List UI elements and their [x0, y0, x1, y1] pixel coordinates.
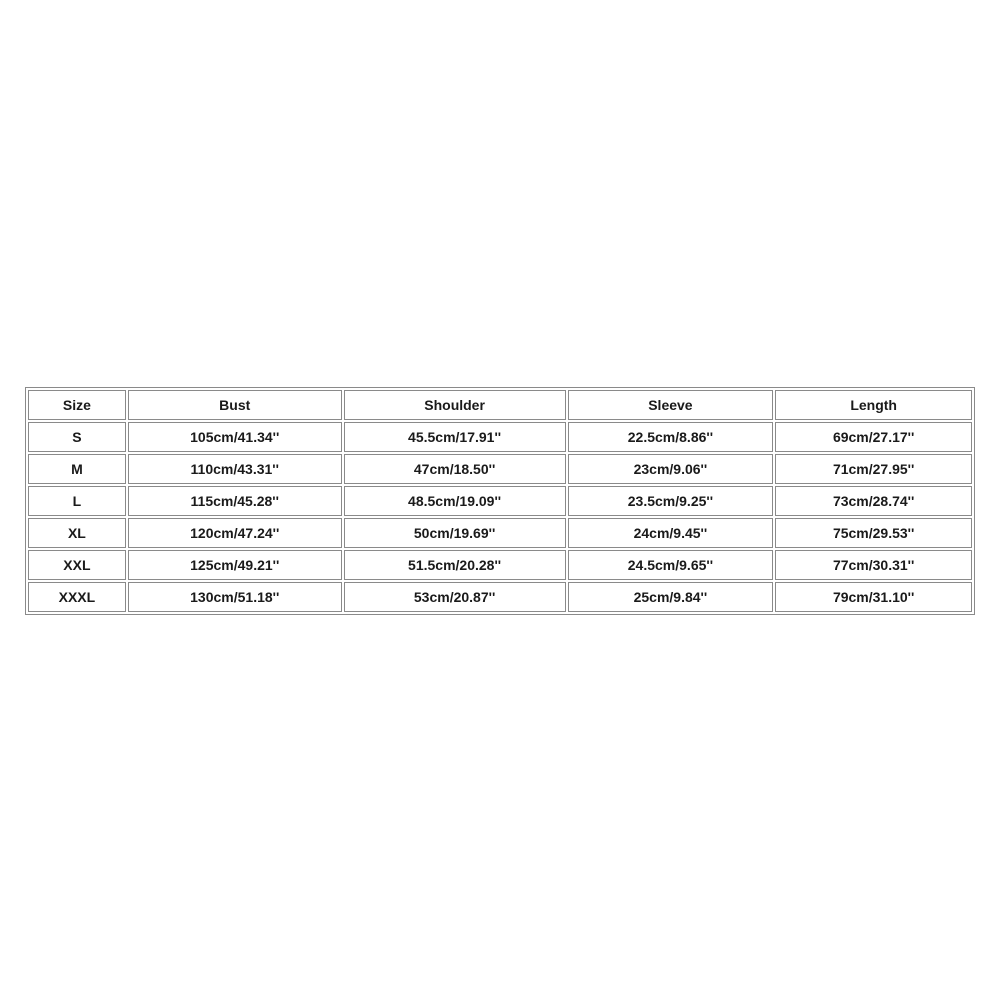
cell-sleeve: 23cm/9.06'': [568, 454, 774, 484]
header-shoulder: Shoulder: [344, 390, 566, 420]
header-row: [28, 390, 972, 420]
cell-length: 79cm/31.10'': [775, 582, 972, 612]
cell-length: 75cm/29.53'': [775, 518, 972, 548]
cell-length: 71cm/27.95'': [775, 454, 972, 484]
table-row: [28, 518, 972, 548]
table-row: [28, 582, 972, 612]
cell-length: 73cm/28.74'': [775, 486, 972, 516]
cell-size: XXL: [28, 550, 126, 580]
cell-sleeve: 23.5cm/9.25'': [568, 486, 774, 516]
cell-shoulder: 51.5cm/20.28'': [344, 550, 566, 580]
cell-sleeve: 22.5cm/8.86'': [568, 422, 774, 452]
cell-size: XXXL: [28, 582, 126, 612]
table-row: [28, 454, 972, 484]
cell-sleeve: 24cm/9.45'': [568, 518, 774, 548]
header-bust: Bust: [128, 390, 342, 420]
cell-shoulder: 45.5cm/17.91'': [344, 422, 566, 452]
size-chart-table: [25, 387, 975, 615]
table-row: [28, 422, 972, 452]
header-size: Size: [28, 390, 126, 420]
cell-shoulder: 50cm/19.69'': [344, 518, 566, 548]
cell-bust: 105cm/41.34'': [128, 422, 342, 452]
cell-bust: 110cm/43.31'': [128, 454, 342, 484]
cell-shoulder: 48.5cm/19.09'': [344, 486, 566, 516]
cell-bust: 125cm/49.21'': [128, 550, 342, 580]
cell-sleeve: 25cm/9.84'': [568, 582, 774, 612]
table-row: [28, 486, 972, 516]
cell-size: M: [28, 454, 126, 484]
cell-length: 77cm/30.31'': [775, 550, 972, 580]
cell-size: XL: [28, 518, 126, 548]
header-length: Length: [775, 390, 972, 420]
cell-size: S: [28, 422, 126, 452]
cell-bust: 130cm/51.18'': [128, 582, 342, 612]
cell-length: 69cm/27.17'': [775, 422, 972, 452]
cell-bust: 115cm/45.28'': [128, 486, 342, 516]
cell-shoulder: 47cm/18.50'': [344, 454, 566, 484]
table-row: [28, 550, 972, 580]
cell-shoulder: 53cm/20.87'': [344, 582, 566, 612]
cell-sleeve: 24.5cm/9.65'': [568, 550, 774, 580]
header-sleeve: Sleeve: [568, 390, 774, 420]
cell-bust: 120cm/47.24'': [128, 518, 342, 548]
cell-size: L: [28, 486, 126, 516]
